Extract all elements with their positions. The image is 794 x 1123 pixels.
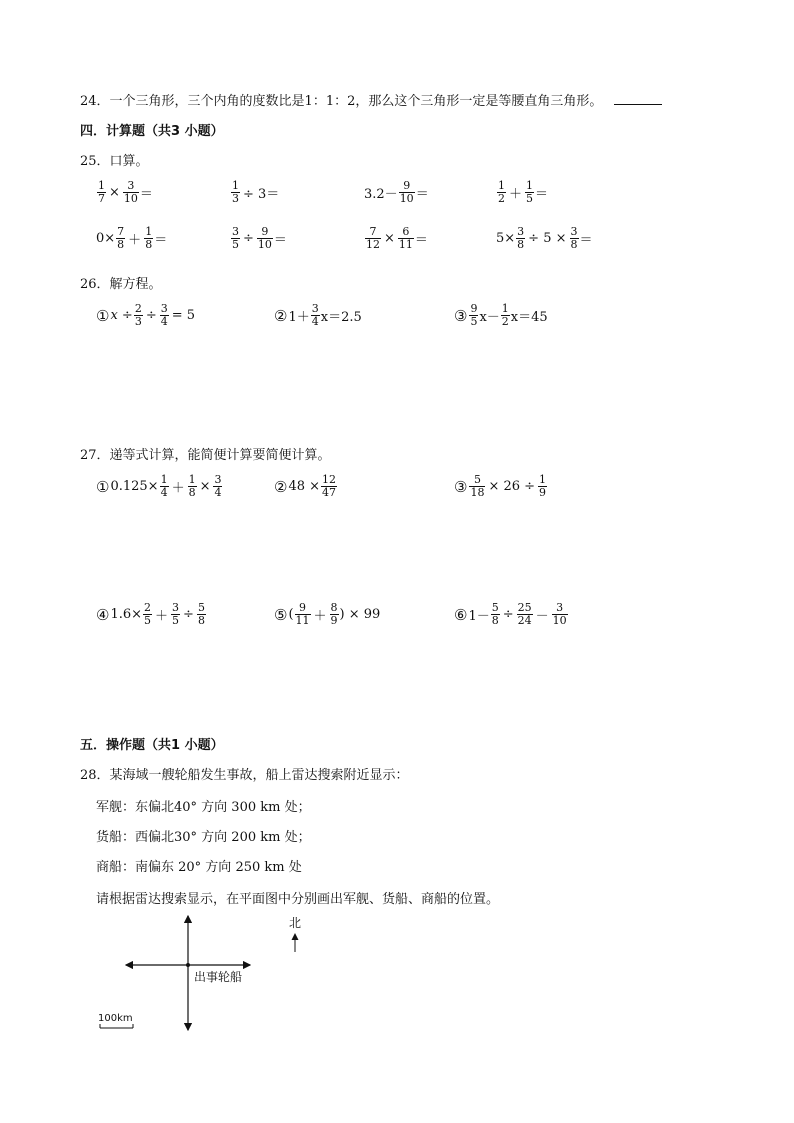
fraction: $\frac{5}{8}$ [491, 601, 499, 627]
fraction: $\frac{25}{24}$ [517, 601, 532, 627]
q27-expression-6: ⑥ 1－ $\frac{5}{8}$ ÷ $\frac{25}{24}$ － $\frac{3}{10}$ [454, 601, 567, 627]
q26-equation-1: ① x ÷ $\frac{2}{3}$ ÷ $\frac{3}{4}$ = 5 [96, 302, 196, 328]
fraction: $\frac{3}{5}$ [172, 601, 180, 627]
fraction: $\frac{2}{5}$ [144, 601, 152, 627]
q25-item-6: $\frac{3}{5}$ ÷ $\frac{9}{10}$ ＝ [232, 225, 287, 251]
question-24 [80, 90, 662, 109]
question-28-title: 28．某海域一艘轮船发生事故，船上雷达搜索附近显示： [80, 768, 409, 783]
question-24-text: 24．一个三角形，三个内角的度数比是1：1：2，那么这个三角形一定是等腰直角三角形。 [80, 94, 603, 109]
q27-expression-3: ③ $\frac{5}{18}$ × 26 ÷ $\frac{1}{9}$ [454, 473, 547, 499]
fraction: $\frac{7}{8}$ [117, 225, 125, 251]
question-26-title: 26．解方程。 [80, 277, 162, 292]
north-label: 北 [289, 916, 302, 930]
q27-expression-5: ⑤ ( $\frac{9}{11}$ ＋ $\frac{8}{9}$ ) × 99 [274, 601, 381, 627]
fraction: $\frac{3}{5}$ [232, 225, 239, 251]
accident-ship-label: 出事轮船 [194, 970, 243, 984]
fraction: $\frac{8}{9}$ [330, 601, 338, 627]
fraction: $\frac{3}{10}$ [552, 601, 567, 627]
fraction: $\frac{1}{7}$ [98, 179, 105, 205]
question-27-title: 27．递等式计算，能简便计算要简便计算。 [80, 448, 331, 463]
fraction: $\frac{3}{4}$ [311, 302, 319, 328]
q28-line-cargo: 货船：西偏北30° 方向 200 km 处； [96, 830, 311, 845]
fraction: $\frac{7}{12}$ [366, 225, 380, 251]
fraction: $\frac{3}{8}$ [570, 225, 578, 251]
fraction: $\frac{3}{10}$ [123, 179, 138, 205]
q25-item-8: 5× $\frac{3}{8}$ ÷ 5 × $\frac{3}{8}$ ＝ [496, 225, 593, 251]
fraction: $\frac{1}{4}$ [160, 473, 168, 499]
fraction: $\frac{9}{10}$ [399, 179, 414, 205]
q28-line-merchant: 商船：南偏东 20° 方向 250 km 处 [96, 860, 302, 875]
fraction: $\frac{1}{2}$ [498, 179, 505, 205]
section-4-title: 四．计算题（共3 小题） [80, 124, 224, 139]
fraction: $\frac{9}{11}$ [295, 601, 310, 627]
q26-equation-2: ② 1＋ $\frac{3}{4}$ x＝2.5 [274, 302, 362, 328]
fraction: $\frac{1}{3}$ [232, 179, 239, 205]
q26-equation-3: ③ $\frac{9}{5}$ x－ $\frac{1}{2}$ x＝45 [454, 302, 548, 328]
fraction: $\frac{3}{4}$ [160, 302, 168, 328]
fraction: $\frac{9}{5}$ [470, 302, 478, 328]
scale-label: 100km [98, 1013, 133, 1024]
fraction: $\frac{1}{9}$ [539, 473, 547, 499]
q25-item-3: 3.2－ $\frac{9}{10}$ ＝ [364, 179, 429, 205]
q25-item-4: $\frac{1}{2}$ ＋ $\frac{1}{5}$ ＝ [498, 179, 549, 205]
q25-item-7: $\frac{7}{12}$ × $\frac{6}{11}$ ＝ [366, 225, 428, 251]
section-5-title: 五．操作题（共1 小题） [80, 738, 224, 753]
fraction: $\frac{1}{8}$ [145, 225, 153, 251]
fraction: $\frac{12}{47}$ [322, 473, 337, 499]
q28-instruction: 请根据雷达搜索显示，在平面图中分别画出军舰、货船、商船的位置。 [96, 892, 500, 907]
q25-item-5: 0× $\frac{7}{8}$ ＋ $\frac{1}{8}$ ＝ [96, 225, 168, 251]
fraction: $\frac{6}{11}$ [398, 225, 413, 251]
fraction: $\frac{1}{2}$ [501, 302, 509, 328]
fraction: $\frac{3}{8}$ [517, 225, 525, 251]
fraction: $\frac{3}{4}$ [214, 473, 222, 499]
answer-blank[interactable] [614, 92, 662, 105]
q28-line-warship: 军舰：东偏北40° 方向 300 km 处； [96, 800, 311, 815]
q25-item-2: $\frac{1}{3}$ ÷ 3＝ [232, 179, 280, 205]
question-25-title: 25．口算。 [80, 154, 149, 169]
fraction: $\frac{1}{8}$ [188, 473, 196, 499]
fraction: $\frac{9}{10}$ [257, 225, 272, 251]
q27-expression-4: ④ 1.6× $\frac{2}{5}$ ＋ $\frac{3}{5}$ ÷ $\frac{5}{8}$ [96, 601, 205, 627]
q27-expression-2: ② 48 × $\frac{12}{47}$ [274, 473, 337, 499]
fraction: $\frac{1}{5}$ [526, 179, 534, 205]
accident-ship-point [186, 963, 190, 967]
q25-item-1: $\frac{1}{7}$ × $\frac{3}{10}$ ＝ [98, 179, 153, 205]
fraction: $\frac{2}{3}$ [134, 302, 142, 328]
fraction: $\frac{5}{18}$ [470, 473, 485, 499]
q27-expression-1: ① 0.125× $\frac{1}{4}$ ＋ $\frac{1}{8}$ × $\frac{3}{4}$ [96, 473, 222, 499]
fraction: $\frac{5}{8}$ [197, 601, 205, 627]
